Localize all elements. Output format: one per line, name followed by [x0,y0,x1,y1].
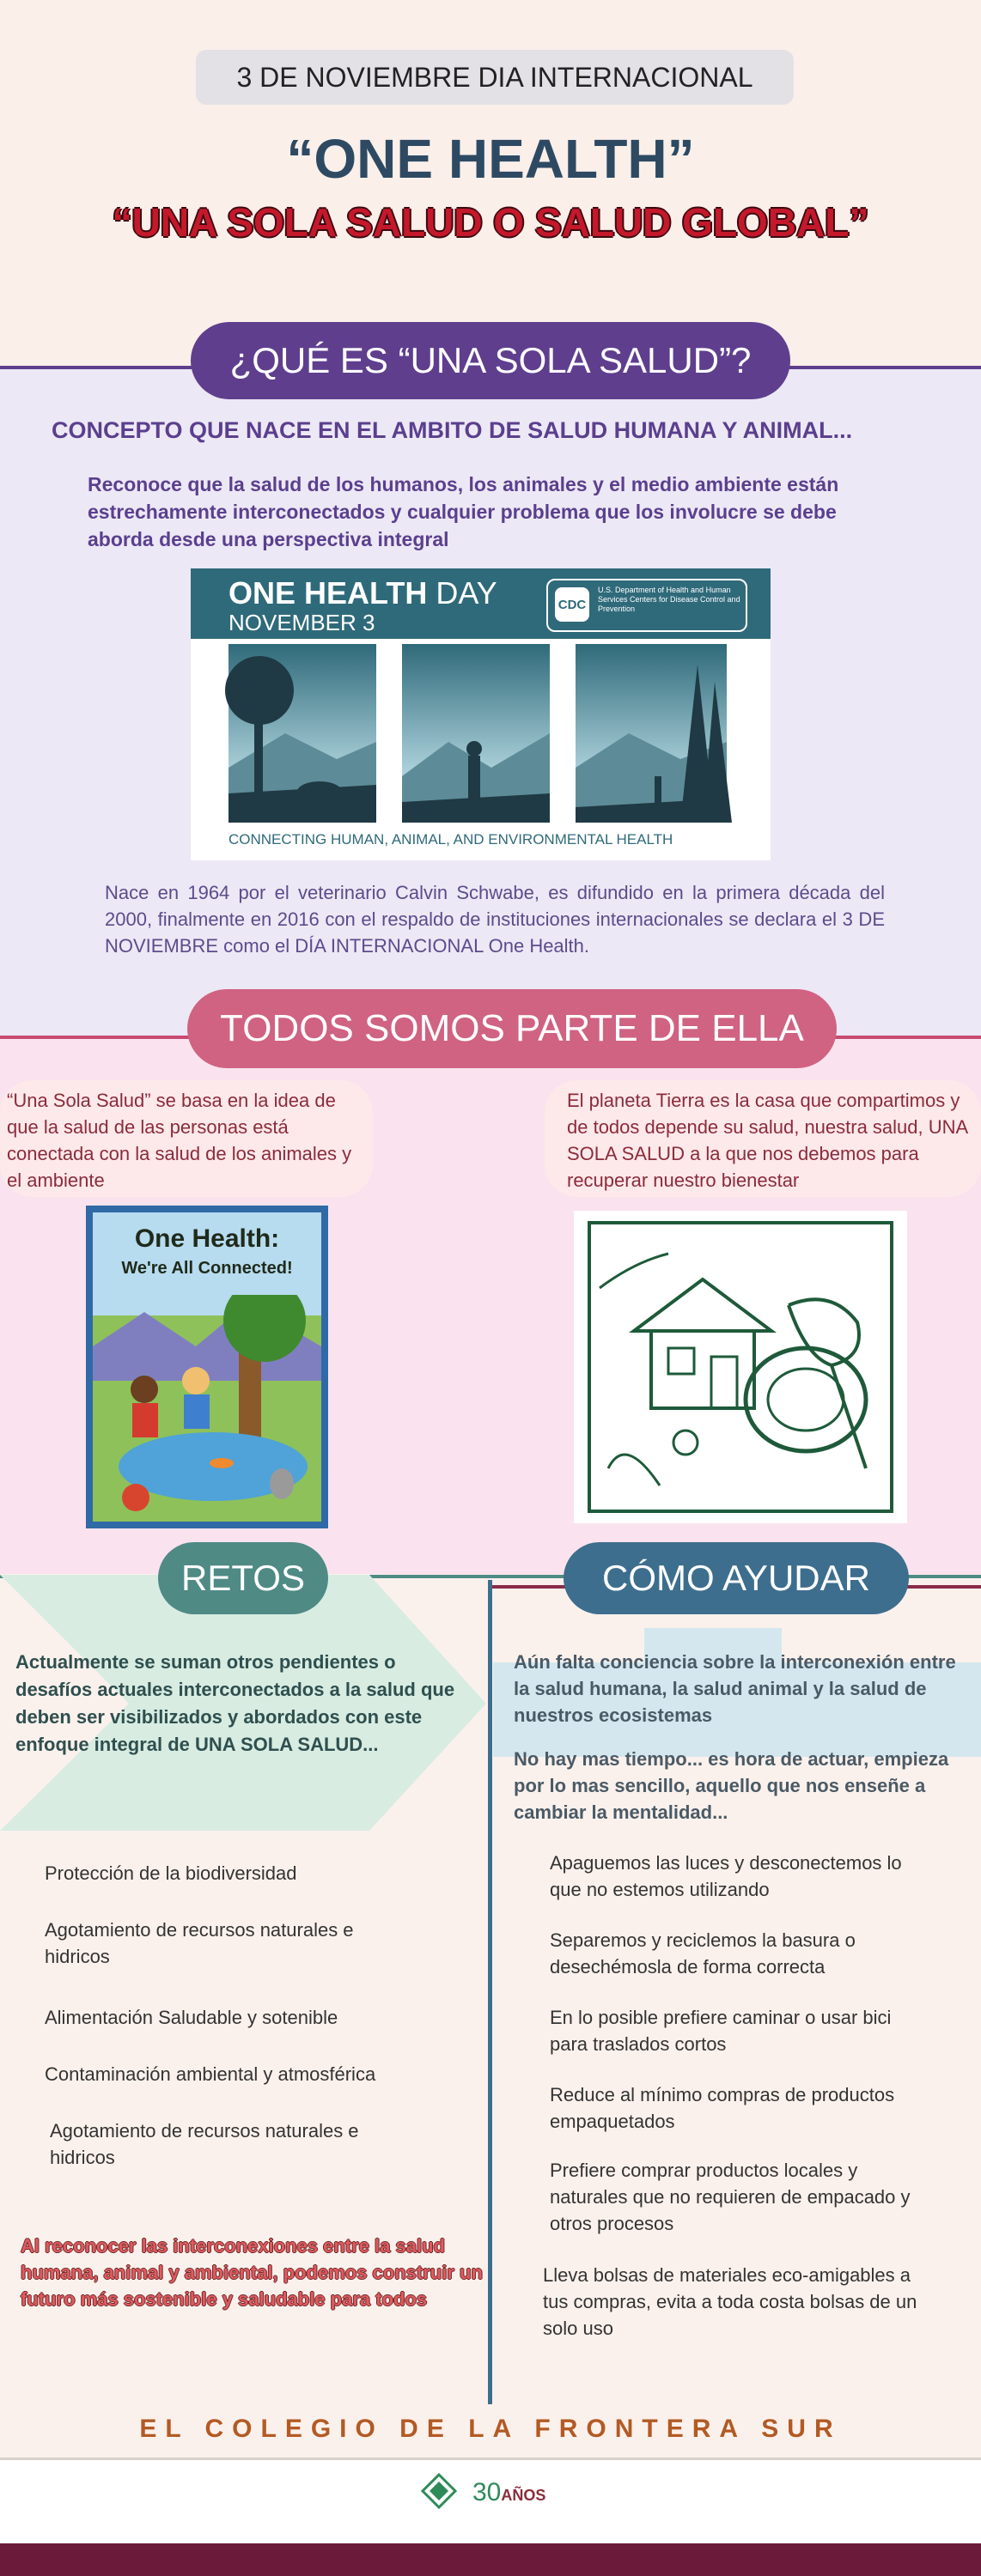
banner-caption: CONNECTING HUMAN, ANIMAL, AND ENVIRONMENTAL HEALTH [228,831,673,848]
ayudar-item: Reduce al mínimo compras de productos empaquetados [550,2084,895,2132]
cdc-logo: CDC U.S. Department of Health and Human Services Centers for Disease Control and Prevention [546,579,747,632]
column-divider [488,1580,492,2404]
institution-name: EL COLEGIO DE LA FRONTERA SUR [139,2415,842,2443]
page-subtitle: “UNA SOLA SALUD O SALUD GLOBAL” [112,200,869,245]
landscape-illustrations [191,639,771,860]
home-bird-illustration [574,1211,907,1523]
ayudar-intro-text [514,1649,960,1826]
ecosur-logo-icon [421,2473,457,2509]
concept-text: CONCEPTO QUE NACE EN EL AMBITO DE SALUD HUMANA Y ANIMAL... [52,417,853,443]
todos-heading: TODOS SOMOS PARTE DE ELLA [187,989,837,1068]
left-idea-text: “Una Sola Salud” se basa en la idea de que la salud de las personas está conectada con la salud de los animales y el ambiente [7,1090,352,1191]
ayudar-item: Apaguemos las luces y desconectemos lo que no estemos utilizando [550,1852,902,1900]
history-text: Nace en 1964 por el veterinario Calvin Schwabe, es difundido en la primera década del 2000, finalmente en 2016 con el respaldo de instituciones internacionales se declara el 3 DE NOVIEMBRE como el DÍA INTERNACIONAL One Health. [105,882,885,957]
poster-title: One Health: [134,1224,280,1253]
page-title: “ONE HEALTH” [286,128,695,190]
reconoce-text: Reconoce que la salud de los humanos, los animales y el medio ambiente están estrechamente interconectados y cualquier problema que los involucre se debe aborda desde una perspectiva integral [88,473,839,550]
right-idea-text: El planeta Tierra es la casa que compartimos y de todos depende su salud, nuestra salud, UNA SOLA SALUD a la que nos debemos para recuperar nuestro bienestar [567,1090,967,1191]
retos-heading: RETOS [158,1542,328,1614]
ayudar-item: Prefiere comprar productos locales y naturales que no requieren de empacado y otros procesos [550,2160,911,2234]
reto-item: Contaminación ambiental y atmosférica [45,2063,376,2085]
bottom-band [0,2543,981,2576]
reto-item: Alimentación Saludable y sotenible [45,2007,338,2028]
line-art-drawing [574,1211,907,1523]
ayudar-item: Separemos y reciclemos la basura o desechémosla de forma correcta [550,1929,856,1978]
one-health-poster [86,1206,328,1528]
reto-item: Protección de la biodiversidad [45,1862,297,1884]
banner-title-bold: ONE HEALTH [228,575,428,611]
retos-intro-text: Actualmente se suman otros pendientes o desafíos actuales interconectados a la salud que deben ser visibilizados y abordados con este enfoque integral de UNA SOLA SALUD... [15,1651,455,1755]
date-banner: 3 DE NOVIEMBRE DIA INTERNACIONAL [196,50,794,105]
banner-title-light: DAY [436,575,497,611]
ayudar-item: En lo posible prefiere caminar o usar bici para traslados cortos [550,2007,892,2055]
que-es-heading: ¿QUÉ ES “UNA SOLA SALUD”? [191,322,790,399]
ayudar-intro-2: No hay mas tiempo... es hora de actuar, empieza por lo mas sencillo, aquello que nos enseñe a cambiar la mentalidad... [514,1748,949,1823]
anniversary-badge: 30AÑOS [472,2478,546,2506]
reto-item: Agotamiento de recursos naturales e hidricos [50,2120,359,2168]
ayudar-item: Lleva bolsas de materiales eco-amigables a tus compras, evita a toda costa bolsas de un solo uso [543,2264,917,2339]
kids-nature-illustration [93,1295,321,1522]
closing-statement: Al reconocer las interconexiones entre la salud humana, animal y ambiental, podemos construir un futuro más sostenible y saludable para todos [21,2235,483,2310]
reto-item: Agotamiento de recursos naturales e hidricos [45,1919,354,1967]
ayudar-heading: CÓMO AYUDAR [564,1542,909,1614]
one-health-day-banner [191,568,771,860]
ayudar-intro-1: Aún falta conciencia sobre la interconexión entre la salud humana, la salud animal y la salud de nuestros ecosistemas [514,1651,956,1726]
poster-subtitle: We're All Connected! [121,1259,293,1278]
banner-date: NOVEMBER 3 [228,610,375,635]
